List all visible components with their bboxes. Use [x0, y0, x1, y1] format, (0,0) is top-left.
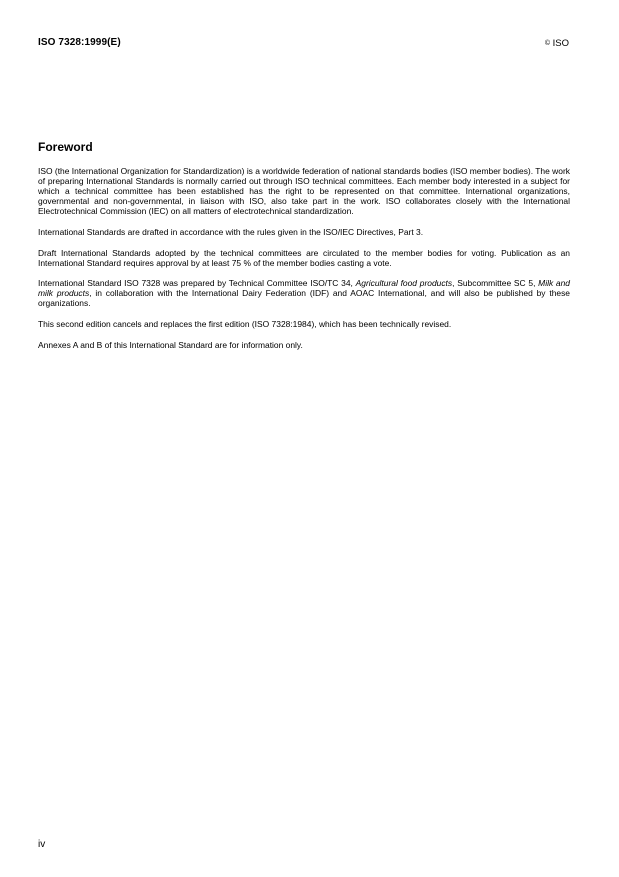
document-id: ISO 7328:1999(E) [38, 37, 121, 48]
copyright-symbol: © [544, 40, 550, 47]
committee-text-1: International Standard ISO 7328 was prepared by Technical Committee ISO/TC 34, [38, 278, 356, 289]
page-number: iv [38, 839, 46, 850]
copyright-notice [545, 38, 569, 49]
foreword-body [38, 166, 570, 360]
paragraph-annexes: Annexes A and B of this International Standard are for information only. [38, 339, 303, 350]
paragraph-edition: This second edition cancels and replaces the first edition (ISO 7328:1984), which has been technically revised. [38, 319, 452, 330]
paragraph-committee [38, 278, 570, 308]
committee-name: Agricultural food products [355, 278, 453, 289]
committee-text-3: , in collaboration with the International Dairy Federation (IDF) and AOAC International, and will also be published by these organizations. [38, 288, 570, 309]
copyright-owner: ISO [552, 38, 569, 49]
paragraph-voting: Draft International Standards adopted by the technical committees are circulated to the member bodies for voting. Publication as an International Standard requires approval by at least 75 % of the member bodies casting a vote. [38, 247, 570, 268]
section-title: Foreword [38, 140, 93, 154]
committee-text-2: , Subcommittee SC 5, [452, 278, 539, 289]
paragraph-iso-description: ISO (the International Organization for Standardization) is a worldwide federation of national standards bodies (ISO member bodies). The work of preparing International Standards is normally carried out through ISO technical committees. Each member body interested in a subject for which a technical committee has been established has the right to be represented on that committee. International organizations, governmental and non-governmental, in liaison with ISO, also take part in the work. ISO collaborates closely with the International Electrotechnical Commission (IEC) on all matters of electrotechnical standardization. [38, 166, 570, 217]
paragraph-directives: International Standards are drafted in accordance with the rules given in the ISO/IEC Directives, Part 3. [38, 226, 424, 237]
subcommittee-name: Milk and milk products [38, 278, 570, 299]
